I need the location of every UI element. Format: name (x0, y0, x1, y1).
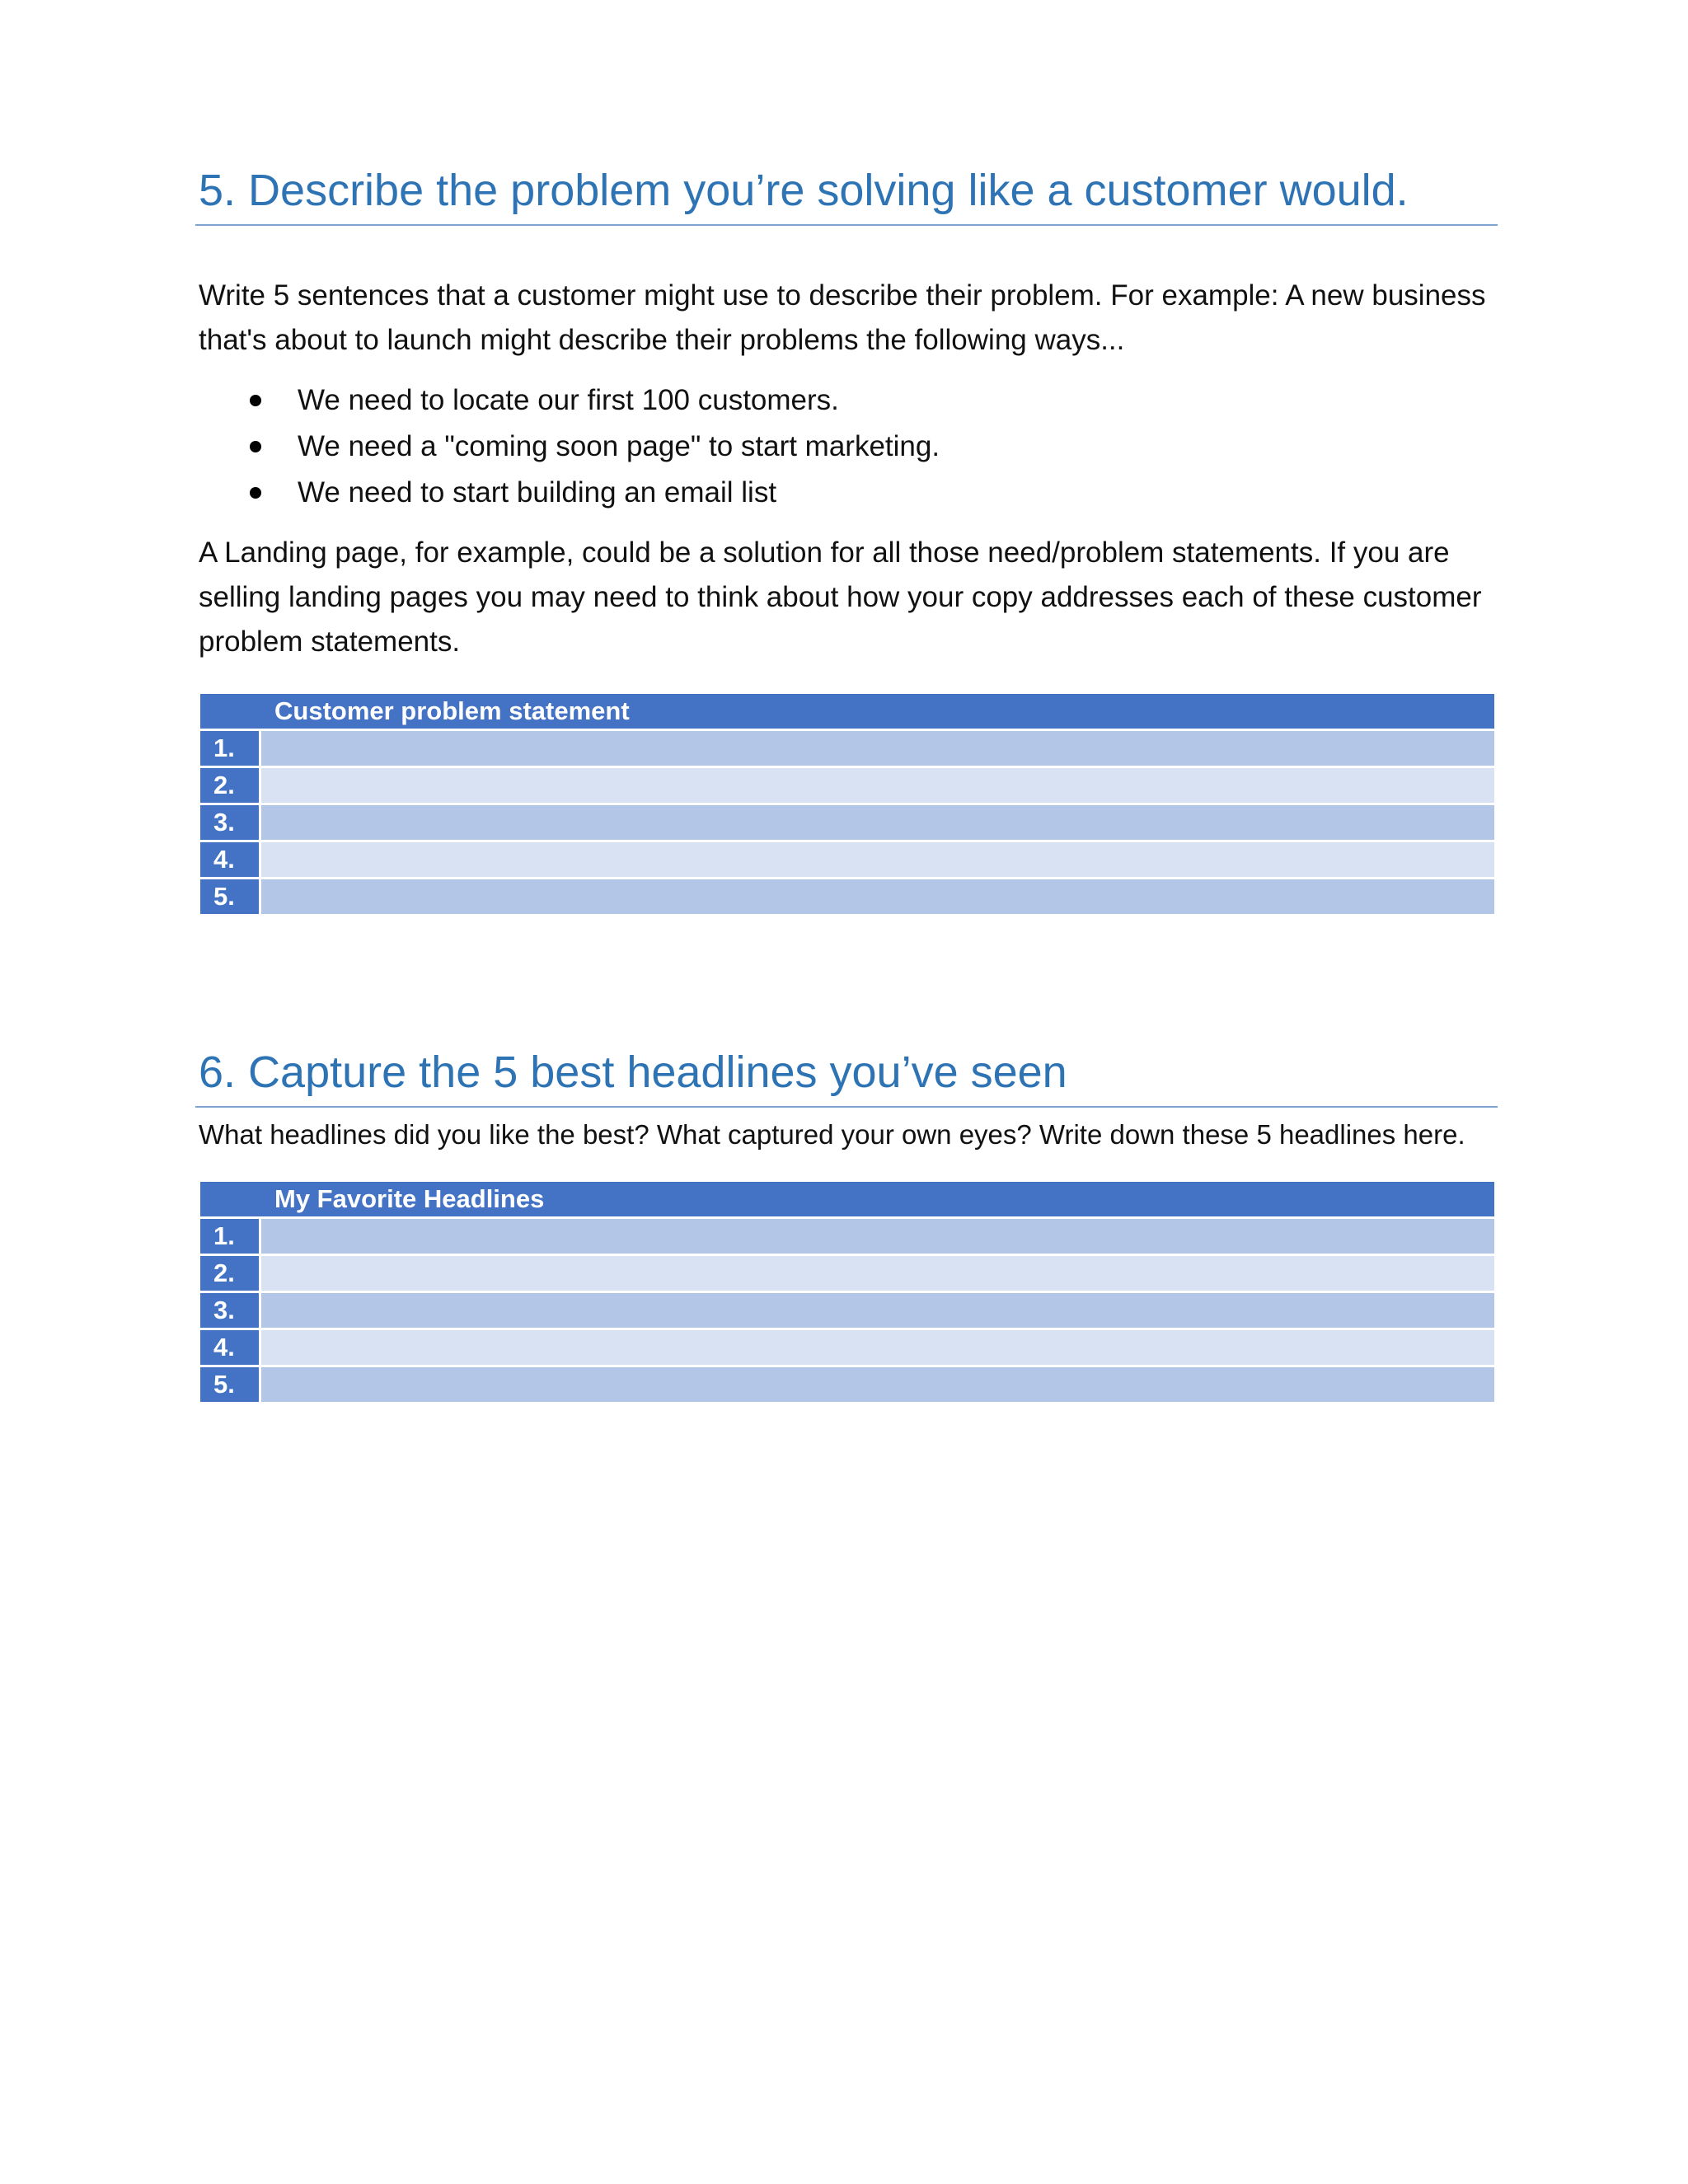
table-row (200, 841, 1494, 879)
section-6 (195, 1047, 1498, 1404)
problem-statement-cell-1[interactable] (260, 730, 1494, 767)
bullet-icon (250, 487, 261, 499)
row-number: 3. (200, 804, 260, 841)
row-number: 2. (200, 767, 260, 804)
row-number: 5. (200, 1366, 260, 1404)
bullet-icon (250, 395, 261, 406)
section-5-followup: A Landing page, for example, could be a solution for all those need/problem statements. If you are selling landing pages you may need to think about how your copy addresses each of these customer problem statements. (199, 537, 1482, 658)
table-row (200, 1218, 1494, 1255)
section-6-heading: 6. Capture the 5 best headlines you’ve seen (195, 1047, 1498, 1108)
section-5-bullet-list (195, 377, 1498, 516)
table-row (200, 804, 1494, 841)
table-header-row (200, 694, 1494, 730)
table-corner-cell (200, 694, 260, 730)
list-item: We need to start building an email list (195, 470, 1498, 516)
table-row (200, 730, 1494, 767)
table-header-row (200, 1182, 1494, 1218)
table-header: Customer problem statement (260, 694, 1494, 730)
customer-problem-table (200, 694, 1494, 916)
headline-cell-5[interactable] (260, 1366, 1494, 1404)
table-corner-cell (200, 1182, 260, 1218)
table-row (200, 767, 1494, 804)
favorite-headlines-table (200, 1182, 1494, 1404)
row-number: 1. (200, 730, 260, 767)
problem-statement-cell-5[interactable] (260, 879, 1494, 916)
table-row (200, 1255, 1494, 1292)
section-5-intro: Write 5 sentences that a customer might use to describe their problem. For example: A new business that's about to launch might describe their problems the following ways... (199, 279, 1486, 357)
headline-cell-1[interactable] (260, 1218, 1494, 1255)
problem-statement-cell-2[interactable] (260, 767, 1494, 804)
row-number: 1. (200, 1218, 260, 1255)
list-item: We need to locate our first 100 customers. (195, 377, 1498, 424)
table-row (200, 1366, 1494, 1404)
row-number: 4. (200, 841, 260, 879)
table-header: My Favorite Headlines (260, 1182, 1494, 1218)
table-row (200, 879, 1494, 916)
problem-statement-cell-4[interactable] (260, 841, 1494, 879)
headline-cell-3[interactable] (260, 1292, 1494, 1329)
document-page (195, 165, 1498, 1399)
row-number: 3. (200, 1292, 260, 1329)
headline-cell-2[interactable] (260, 1255, 1494, 1292)
headline-cell-4[interactable] (260, 1329, 1494, 1366)
table-row (200, 1329, 1494, 1366)
row-number: 2. (200, 1255, 260, 1292)
list-item: We need a "coming soon page" to start marketing. (195, 424, 1498, 470)
table-row (200, 1292, 1494, 1329)
section-6-intro: What headlines did you like the best? What captured your own eyes? Write down these 5 headlines here. (199, 1119, 1465, 1151)
row-number: 5. (200, 879, 260, 916)
section-5-heading: 5. Describe the problem you’re solving like a customer would. (195, 165, 1498, 226)
bullet-icon (250, 441, 261, 452)
problem-statement-cell-3[interactable] (260, 804, 1494, 841)
row-number: 4. (200, 1329, 260, 1366)
